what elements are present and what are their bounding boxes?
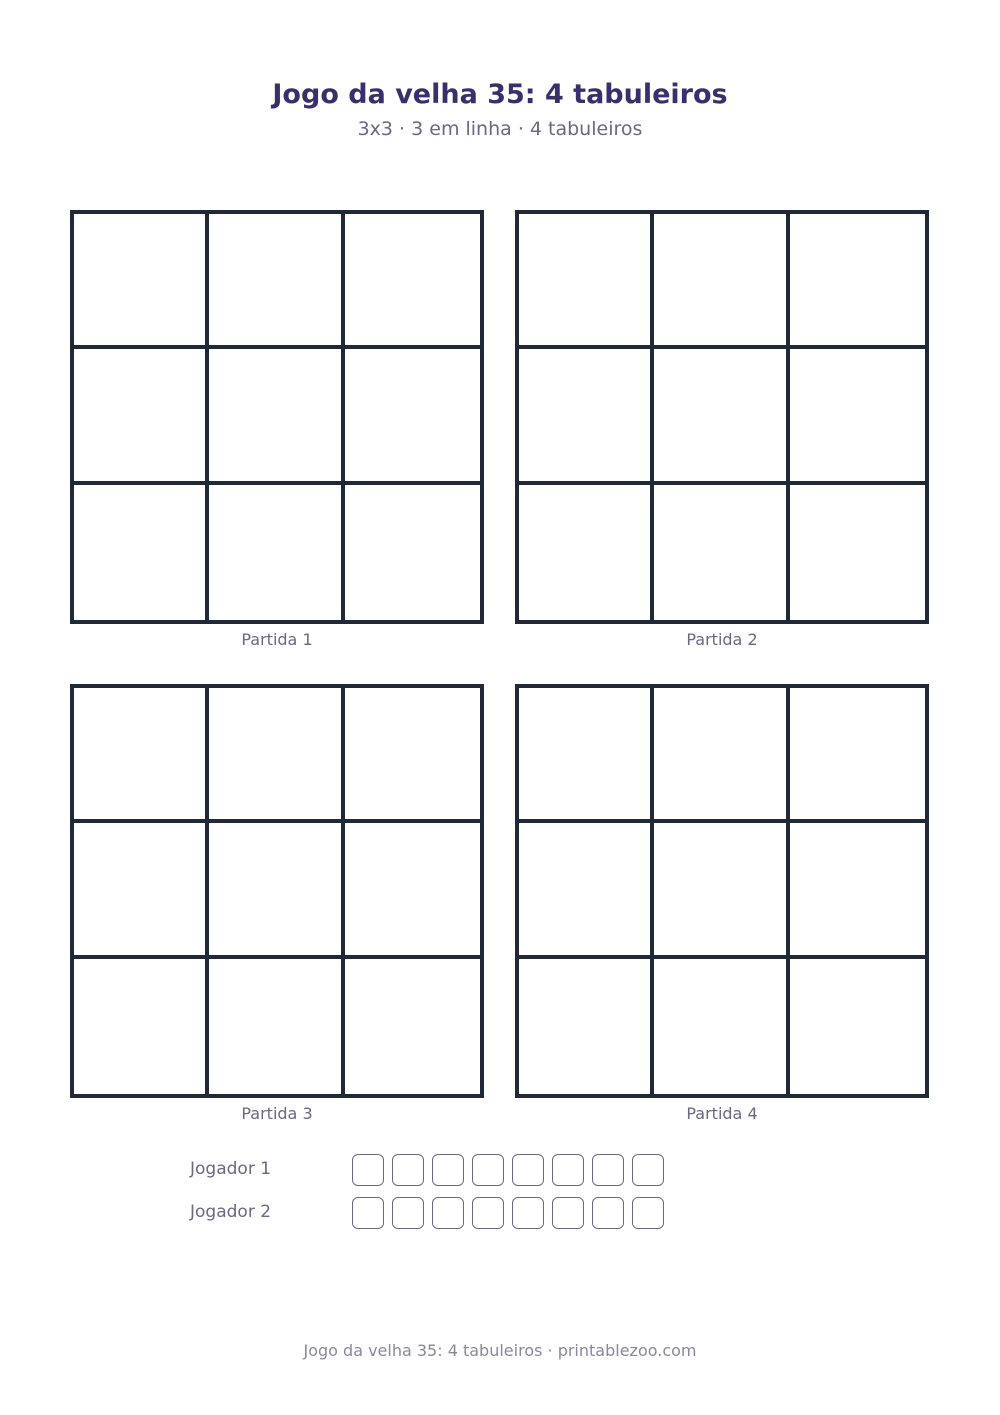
board-3-cell-r3c1[interactable] — [74, 959, 209, 1094]
board-4-cell-r3c2[interactable] — [654, 959, 789, 1094]
player-1-score-box-4[interactable] — [472, 1154, 504, 1186]
player-2-score-box-7[interactable] — [592, 1197, 624, 1229]
player-2-score-box-3[interactable] — [432, 1197, 464, 1229]
board-2-cell-r3c1[interactable] — [519, 485, 654, 620]
board-2 — [515, 210, 929, 624]
board-4-cell-r3c3[interactable] — [790, 959, 925, 1094]
board-4-cell-r1c3[interactable] — [790, 688, 925, 823]
board-1-cell-r2c1[interactable] — [74, 349, 209, 484]
board-2-cell-r2c1[interactable] — [519, 349, 654, 484]
player-2-score-box-5[interactable] — [512, 1197, 544, 1229]
player-1-score-box-8[interactable] — [632, 1154, 664, 1186]
board-3-label: Partida 3 — [241, 1104, 313, 1123]
player-1-score-box-1[interactable] — [352, 1154, 384, 1186]
board-3-cell-r3c3[interactable] — [345, 959, 480, 1094]
board-2-cell-r2c2[interactable] — [654, 349, 789, 484]
board-1-cell-r3c1[interactable] — [74, 485, 209, 620]
board-1-cell-r2c2[interactable] — [209, 349, 344, 484]
board-4 — [515, 684, 929, 1098]
board-1-cell-r1c1[interactable] — [74, 214, 209, 349]
board-1-cell-r1c3[interactable] — [345, 214, 480, 349]
player-2-score-box-6[interactable] — [552, 1197, 584, 1229]
board-1-cell-r1c2[interactable] — [209, 214, 344, 349]
board-4-label: Partida 4 — [686, 1104, 758, 1123]
page-subtitle: 3x3 · 3 em linha · 4 tabuleiros — [357, 118, 643, 140]
board-3 — [70, 684, 484, 1098]
player-2-name: Jogador 2 — [190, 1202, 272, 1222]
page-footer: Jogo da velha 35: 4 tabuleiros · printablezoo.com — [303, 1341, 697, 1360]
board-2-cell-r1c3[interactable] — [790, 214, 925, 349]
board-4-cell-r2c1[interactable] — [519, 823, 654, 958]
player-1-score-box-3[interactable] — [432, 1154, 464, 1186]
player-1-name: Jogador 1 — [190, 1159, 272, 1179]
board-2-cell-r3c3[interactable] — [790, 485, 925, 620]
board-3-cell-r1c2[interactable] — [209, 688, 344, 823]
board-1-cell-r2c3[interactable] — [345, 349, 480, 484]
board-1-cell-r3c3[interactable] — [345, 485, 480, 620]
board-3-cell-r3c2[interactable] — [209, 959, 344, 1094]
board-2-label: Partida 2 — [686, 630, 758, 649]
player-1-score-boxes — [352, 1154, 664, 1186]
player-1-score-box-5[interactable] — [512, 1154, 544, 1186]
player-2-score-box-4[interactable] — [472, 1197, 504, 1229]
board-3-cell-r1c3[interactable] — [345, 688, 480, 823]
board-3-cell-r2c2[interactable] — [209, 823, 344, 958]
board-4-cell-r1c2[interactable] — [654, 688, 789, 823]
player-1-score-box-2[interactable] — [392, 1154, 424, 1186]
player-2-score-box-2[interactable] — [392, 1197, 424, 1229]
board-4-cell-r1c1[interactable] — [519, 688, 654, 823]
board-3-cell-r1c1[interactable] — [74, 688, 209, 823]
board-4-cell-r2c3[interactable] — [790, 823, 925, 958]
player-2-score-box-8[interactable] — [632, 1197, 664, 1229]
board-3-cell-r2c3[interactable] — [345, 823, 480, 958]
board-4-cell-r2c2[interactable] — [654, 823, 789, 958]
player-1-score-box-6[interactable] — [552, 1154, 584, 1186]
player-2-score-box-1[interactable] — [352, 1197, 384, 1229]
player-2-score-boxes — [352, 1197, 664, 1229]
board-4-cell-r3c1[interactable] — [519, 959, 654, 1094]
page-title: Jogo da velha 35: 4 tabuleiros — [272, 79, 728, 110]
board-2-cell-r2c3[interactable] — [790, 349, 925, 484]
player-1-score-box-7[interactable] — [592, 1154, 624, 1186]
board-3-cell-r2c1[interactable] — [74, 823, 209, 958]
board-2-cell-r1c1[interactable] — [519, 214, 654, 349]
board-1-cell-r3c2[interactable] — [209, 485, 344, 620]
board-2-cell-r3c2[interactable] — [654, 485, 789, 620]
board-1 — [70, 210, 484, 624]
board-1-label: Partida 1 — [241, 630, 313, 649]
board-2-cell-r1c2[interactable] — [654, 214, 789, 349]
